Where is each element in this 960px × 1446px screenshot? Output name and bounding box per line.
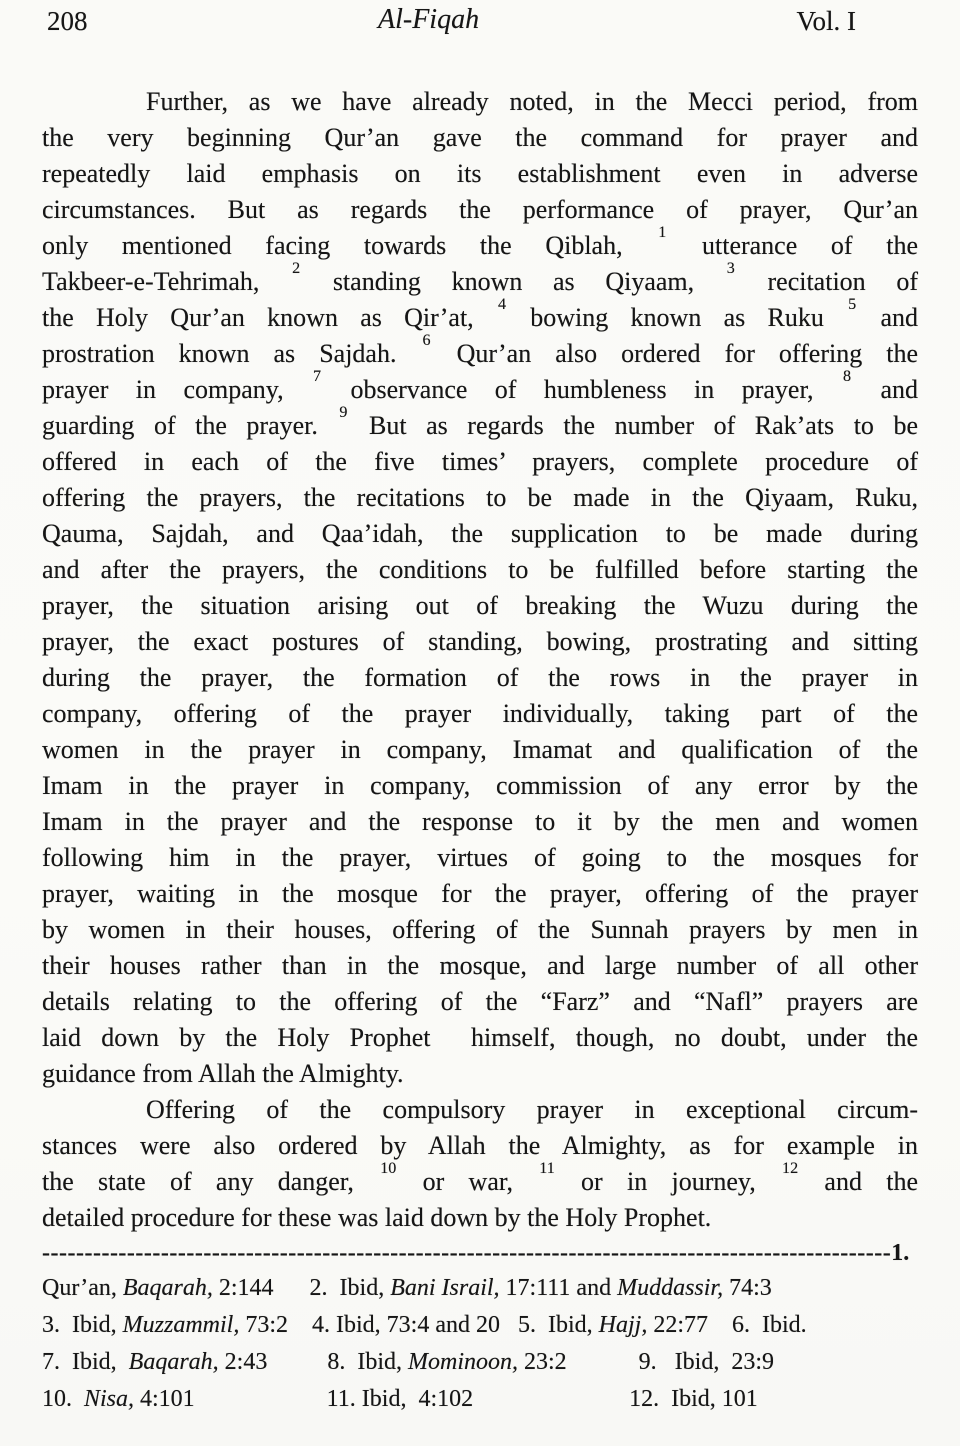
body-line: Takbeer-e-Tehrimah, $^2$ standing known as Qiyaam, $^3$ recitation of [42, 259, 918, 296]
body-line: the Holy Qur’an known as Qir’at, $^4$ bowing known as Ruku $^5$ and [42, 295, 919, 332]
body-line: the state of any danger, $^{10}$ or war, $^{11}$ or in journey, $^{12}$ and the [42, 1159, 919, 1196]
footnote-line: 10. Nisa, 4:101 11. Ibid, 4:102 12. Ibid, 101 [42, 1386, 758, 1412]
body-line: offered in each of the five times’ prayers, complete procedure of [42, 447, 918, 476]
body-line: detailed procedure for these was laid down by the Holy Prophet. [42, 1203, 712, 1232]
body-line: following him in the prayer, virtues of going to the mosques for [42, 843, 918, 872]
body-line: the very beginning Qur’an gave the command for prayer and [42, 123, 918, 152]
body-line: repeatedly laid emphasis on its establishment even in adverse [42, 159, 918, 188]
separator-number: 1. [891, 1240, 910, 1266]
body-line: laid down by the Holy Prophet himself, though, no doubt, under the [42, 1023, 918, 1052]
body-line: by women in their houses, offering of the Sunnah prayers by men in [42, 915, 918, 944]
volume-label: Vol. I [796, 6, 856, 36]
body-line: Qauma, Sajdah, and Qaa’idah, the supplication to be made during [42, 519, 918, 548]
body-line: prostration known as Sajdah. $^6$ Qur’an also ordered for offering the [42, 331, 919, 368]
body-line: Offering of the compulsory prayer in exceptional circum- [146, 1095, 918, 1124]
body-line: women in the prayer in company, Imamat and qualification of the [42, 735, 918, 764]
body-line: guarding of the prayer. $^9$ But as regards the number of Rak’ats to be [42, 403, 918, 440]
body-line: company, offering of the prayer individually, taking part of the [42, 699, 918, 728]
body-line: guidance from Allah the Almighty. [42, 1059, 404, 1088]
page-title: Al-Fiqah [378, 4, 480, 35]
body-line: Imam in the prayer and the response to it by the men and women [42, 807, 918, 836]
footnote-line: 7. Ibid, Baqarah, 2:43 8. Ibid, Mominoon, 23:2 9. Ibid, 23:9 [42, 1349, 774, 1375]
body-line: their houses rather than in the mosque, and large number of all other [42, 951, 918, 980]
body-line: prayer, the exact postures of standing, bowing, prostrating and sitting [42, 627, 918, 656]
footnotes [0, 1270, 960, 1418]
body-line: details relating to the offering of the “Farz” and “Nafl” prayers are [42, 987, 918, 1016]
footnote-separator [0, 1240, 960, 1266]
page-header [0, 0, 960, 46]
body-line: offering the prayers, the recitations to be made in the Qiyaam, Ruku, [42, 483, 918, 512]
separator-dashes: ---------------------------------------------------------------------------------------------------- [42, 1240, 892, 1266]
body-line: prayer, waiting in the mosque for the prayer, offering of the prayer [42, 879, 918, 908]
body-line: only mentioned facing towards the Qiblah, $^1$ utterance of the [42, 223, 919, 260]
body-line: and after the prayers, the conditions to be fulfilled before starting the [42, 555, 918, 584]
body-line: stances were also ordered by Allah the Almighty, as for example in [42, 1131, 918, 1160]
page-number: 208 [47, 6, 88, 36]
body-line: prayer, the situation arising out of breaking the Wuzu during the [42, 591, 918, 620]
body-line: during the prayer, the formation of the rows in the prayer in [42, 663, 918, 692]
body-line: circumstances. But as regards the performance of prayer, Qur’an [42, 195, 918, 224]
body-line: prayer in company, $^7$ observance of humbleness in prayer, $^8$ and [42, 367, 918, 404]
footnote-line: Qur’an, Baqarah, 2:144 2. Ibid, Bani Israil, 17:111 and Muddassir, 74:3 [42, 1275, 772, 1301]
body-line: Imam in the prayer in company, commission of any error by the [42, 771, 918, 800]
footnote-line: 3. Ibid, Muzzammil, 73:2 4. Ibid, 73:4 and 20 5. Ibid, Hajj, 22:77 6. Ibid. [42, 1312, 807, 1338]
body-line: Further, as we have already noted, in the Mecci period, from [146, 87, 918, 116]
body-text [0, 84, 960, 1236]
